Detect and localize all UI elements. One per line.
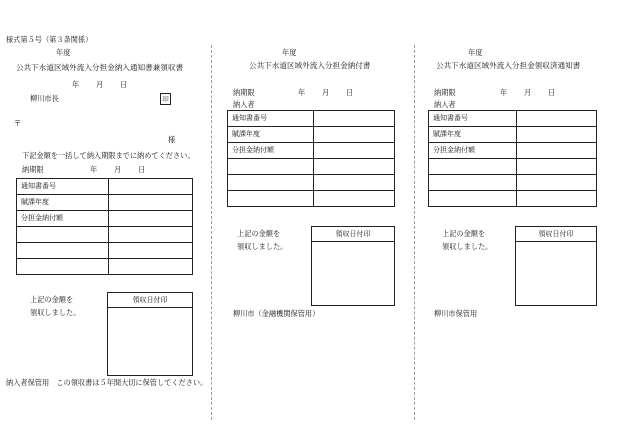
p3-row-value: [517, 127, 597, 143]
p3-due-month: 月: [524, 88, 532, 97]
p3-received-line2: 領収しました。: [442, 242, 493, 251]
table-row: [429, 127, 597, 143]
table-row: [17, 259, 193, 275]
p3-row-value: [517, 175, 597, 191]
p2-due-month: 月: [322, 88, 330, 97]
perforation-line-1: [211, 45, 212, 420]
p3-due-label: 納期限: [434, 88, 456, 97]
p3-row-label: [429, 175, 517, 191]
p1-honorific: 様: [168, 135, 176, 144]
p3-stamp-header: 領収日付印: [516, 227, 596, 242]
table-row: [228, 175, 395, 191]
p3-row-label: 賦課年度: [429, 127, 517, 143]
p3-fiscal-year: 年度: [468, 48, 483, 57]
p3-title: 公共下水道区域外流入分担金領収済通知書: [436, 61, 581, 70]
p1-issuer: 柳川市長: [30, 94, 59, 103]
p1-row-value: [109, 243, 193, 259]
p1-due-year: 年: [90, 165, 98, 174]
p2-due-day: 日: [346, 88, 354, 97]
p1-row-value: [109, 259, 193, 275]
p3-receipt-stamp-box: [515, 226, 597, 306]
p1-due-day: 日: [138, 165, 146, 174]
p1-footer: 納入者保管用 この領収書は５年間大切に保管してください。: [6, 378, 208, 387]
p2-row-label: 分担金納付額: [228, 143, 314, 159]
p2-row-value: [314, 143, 395, 159]
p2-row-value: [314, 111, 395, 127]
table-row: [17, 243, 193, 259]
p1-row-label: 分担金納付額: [17, 211, 109, 227]
p2-payer-label: 納入者: [233, 100, 255, 109]
p2-row-label: [228, 159, 314, 175]
p2-row-label: 賦課年度: [228, 127, 314, 143]
p2-row-value: [314, 175, 395, 191]
table-row: [429, 159, 597, 175]
p1-row-label: [17, 243, 109, 259]
p3-row-value: [517, 111, 597, 127]
p1-row-value: [109, 195, 193, 211]
p2-received-line2: 領収しました。: [237, 242, 288, 251]
p3-row-label: 分担金納付額: [429, 143, 517, 159]
p1-due-month: 月: [114, 165, 122, 174]
p1-postal-mark: 〒: [14, 119, 22, 128]
p1-row-value: [109, 211, 193, 227]
table-row: [429, 111, 597, 127]
p1-date-year: 年: [72, 80, 80, 89]
p3-row-label: [429, 191, 517, 207]
p2-title: 公共下水道区域外流入分担金納付書: [249, 61, 371, 70]
p2-row-label: 通知書番号: [228, 111, 314, 127]
p1-row-label: 賦課年度: [17, 195, 109, 211]
p3-row-label: 通知書番号: [429, 111, 517, 127]
p1-row-value: [109, 179, 193, 195]
p3-amount-table: [428, 110, 597, 207]
p1-stamp-header: 領収日付印: [108, 293, 192, 308]
table-row: [228, 191, 395, 207]
table-row: [17, 227, 193, 243]
form-number: 様式第５号（第３条関係）: [6, 35, 93, 44]
p2-receipt-stamp-box: [311, 226, 395, 306]
p2-row-value: [314, 191, 395, 207]
p2-footer: 柳川市（金融機関保管用）: [233, 309, 320, 318]
table-row: [17, 195, 193, 211]
p1-row-value: [109, 227, 193, 243]
p2-due-year: 年: [298, 88, 306, 97]
p3-row-value: [517, 191, 597, 207]
p2-fiscal-year: 年度: [282, 48, 297, 57]
p3-row-value: [517, 159, 597, 175]
p2-row-label: [228, 175, 314, 191]
table-row: [228, 127, 395, 143]
p1-date-month: 月: [96, 80, 104, 89]
p2-row-value: [314, 127, 395, 143]
p3-row-label: [429, 159, 517, 175]
p1-fiscal-year: 年度: [56, 48, 71, 57]
p1-date-day: 日: [120, 80, 128, 89]
p1-row-label: [17, 259, 109, 275]
p2-received-line1: 上記の金額を: [237, 229, 281, 238]
table-row: [17, 179, 193, 195]
table-row: [228, 143, 395, 159]
p3-due-year: 年: [500, 88, 508, 97]
perforation-line-2: [414, 45, 415, 420]
table-row: [17, 211, 193, 227]
p2-row-label: [228, 191, 314, 207]
table-row: [429, 175, 597, 191]
p3-row-value: [517, 143, 597, 159]
p1-amount-table: [16, 178, 193, 275]
table-row: [429, 143, 597, 159]
p2-stamp-header: 領収日付印: [312, 227, 394, 242]
p1-row-label: 通知書番号: [17, 179, 109, 195]
table-row: [228, 159, 395, 175]
p1-row-label: [17, 227, 109, 243]
p1-received-line1: 上記の金額を: [30, 295, 74, 304]
p1-title: 公共下水道区域外流入分担金納入通知書兼領収書: [16, 63, 184, 72]
p1-due-label: 納期限: [22, 165, 44, 174]
p2-due-label: 納期限: [233, 88, 255, 97]
p1-instruction: 下記金額を一括して納入期限までに納めてください。: [22, 151, 195, 160]
p2-amount-table: [227, 110, 395, 207]
p3-payer-label: 納入者: [434, 100, 456, 109]
p1-received-line2: 領収しました。: [30, 308, 81, 317]
table-row: [228, 111, 395, 127]
p3-received-line1: 上記の金額を: [442, 229, 486, 238]
p2-row-value: [314, 159, 395, 175]
p3-due-day: 日: [548, 88, 556, 97]
table-row: [429, 191, 597, 207]
p3-footer: 柳川市保管用: [434, 309, 478, 318]
p1-seal-mark: 印: [160, 93, 171, 105]
p1-receipt-stamp-box: [107, 292, 193, 376]
